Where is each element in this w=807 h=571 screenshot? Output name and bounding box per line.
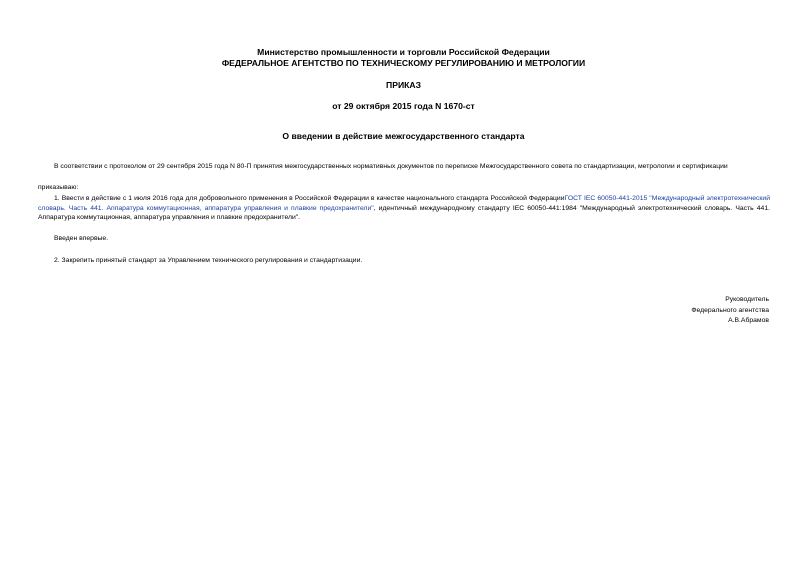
signature-organization: Федерального агентства bbox=[691, 306, 769, 314]
item-1-text-after: , идентичный международному стандарту IEC 60050-441:1984 "Международный электротехнический словарь. Часть 441. Аппаратура коммутационная, аппаратура управления и плавкие предохранители". bbox=[38, 204, 770, 222]
agency-name: ФЕДЕРАЛЬНОЕ АГЕНТСТВО ПО ТЕХНИЧЕСКОМУ РЕГУЛИРОВАНИЮ И МЕТРОЛОГИИ bbox=[221, 58, 586, 68]
introduced-first-note: Введен впервые. bbox=[54, 235, 109, 242]
order-word: приказываю: bbox=[38, 184, 79, 191]
item-1-paragraph bbox=[38, 194, 770, 223]
document-date: от 29 октября 2015 года N 1670-ст bbox=[332, 101, 475, 111]
item-2-paragraph: 2. Закрепить принятый стандарт за Управлением технического регулирования и стандартизации. bbox=[54, 257, 363, 264]
signature-position: Руководитель bbox=[725, 296, 769, 303]
intro-paragraph: В соответствии с протоколом от 29 сентября 2015 года N 80-П принятия межгосударственных нормативных документов по переписке Межгосударственного совета по стандартизации, метрологии и сертификации bbox=[54, 163, 728, 170]
standard-link[interactable]: ГОСТ IEC 60050-441-2015 "Международный электротехнический словарь. Часть 441. Аппаратура коммутационная, аппаратура управления и плавкие предохранители" bbox=[38, 195, 770, 212]
signature-name: А.В.Абрамов bbox=[728, 317, 769, 325]
item-1-text-before: 1. Ввести в действие с 1 июля 2016 года для добровольного применения в Российской Федерации в качестве национального стандарта Российской Федерации bbox=[54, 195, 565, 202]
document-type: ПРИКАЗ bbox=[386, 80, 421, 90]
document-title: О введении в действие межгосударственного стандарта bbox=[282, 131, 525, 141]
ministry-name: Министерство промышленности и торговли Российской Федерации bbox=[257, 47, 550, 57]
signature-block bbox=[691, 295, 769, 327]
